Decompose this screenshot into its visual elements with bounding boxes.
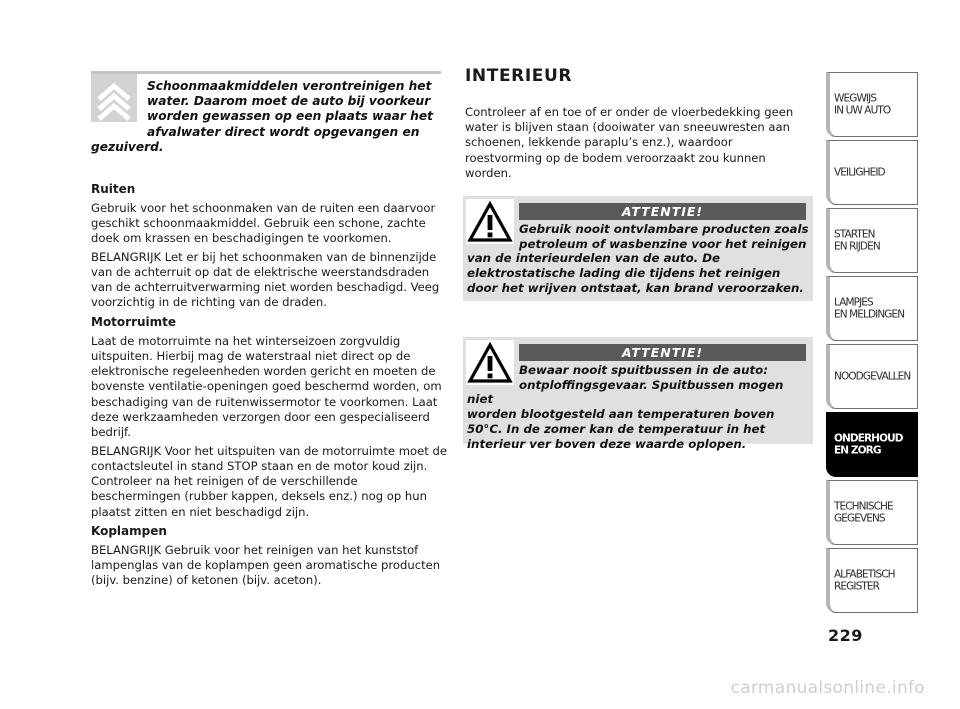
tab-veiligheid[interactable]: VEILIGHEID xyxy=(826,140,918,205)
page-number: 229 xyxy=(828,626,863,645)
paragraph-ruiten-important: BELANGRIJK Let er bij het schoonmaken van de binnenzijde van de achterruit op dat de elektrische weerstandsdraden van de achterruitverwarming niet worden beschadigd. Veeg voorzichtig in de richting van de draden. xyxy=(91,249,440,310)
heading-motorruimte: Motorruimte xyxy=(91,315,177,330)
tab-technische[interactable]: TECHNISCHE GEGEVENS xyxy=(826,480,918,545)
intro-paragraph: Controleer af en toe of er onder de vloerbedekking geen water is blijven staan (dooiwater van sneeuwresten aan schoenen, lekkende paraplu’s enz.), waardoor roestvorming op de bodem veroorzaakt zou kunnen worden. xyxy=(465,105,794,180)
warning-box-spray-cans xyxy=(463,337,813,451)
tab-lampjes[interactable]: LAMPJES EN MELDINGEN xyxy=(826,276,918,341)
warning-text: Gebruik nooit ontvlambare producten zoals petroleum of wasbenzine voor het reinigen van de interieurdelen van de auto. De elektrostatische lading die tijdens het reinigen door het wrijven ontstaat, kan brand veroorzaken. xyxy=(467,222,809,295)
environment-note: Schoonmaakmiddelen verontreinigen het water. Daarom moet de auto bij voorkeur worden gewassen op een plaats waar het afvalwater direct wordt opgevangen en gezuiverd. xyxy=(91,79,433,154)
tab-wegwijs[interactable]: WEGWIJS IN UW AUTO xyxy=(826,72,918,137)
paragraph-ruiten: Gebruik voor het schoonmaken van de ruiten een daarvoor geschikt schoonmaakmiddel. Gebruik een schone, zachte doek om krassen en beschadigingen te voorkomen. xyxy=(91,200,436,245)
heading-ruiten: Ruiten xyxy=(91,182,136,196)
warning-text: Bewaar nooit spuitbussen in de auto: ontploffingsgevaar. Spuitbussen mogen niet worden blootgesteld aan temperaturen boven 50°C. In de zomer kan de temperatuur in het interieur ver boven deze waarde oplopen. xyxy=(467,363,784,451)
tab-onderhoud[interactable]: ONDERHOUD EN ZORG xyxy=(826,412,918,477)
section-title: INTERIEUR xyxy=(465,66,573,86)
paragraph-motorruimte-important: BELANGRIJK Voor het uitspuiten van de motorruimte moet de contactsleutel in stand STOP staan en de motor koud zijn. Controleer na het reinigen of de verschillende beschermingen (rubber kappen, deksels enz.) nog op hun plaatst zitten en niet beschadigd zijn. xyxy=(91,443,447,519)
left-column xyxy=(91,181,447,592)
section-divider xyxy=(91,71,441,74)
attention-badge: ATTENTIE! xyxy=(519,203,806,220)
paragraph-motorruimte: Laat de motorruimte na het winterseizoen zorgvuldig uitspuiten. Hierbij mag de waterstraal niet direct op de elektronische regeleenheden worden gericht en moeten de bovenste ventilatie-openingen goed beschermd worden, om beschadiging van de ruitenwissermotor te voorkomen. Laat deze werkzaamheden verzorgen door een gespecialiseerd bedrijf. xyxy=(91,333,442,440)
paragraph-koplampen-important: BELANGRIJK Gebruik voor het reinigen van het kunststof lampenglas van de koplampen geen aromatische producten (bijv. benzine) of ketonen (bijv. aceton). xyxy=(91,543,441,588)
tab-noodgevallen[interactable]: NOODGEVALLEN xyxy=(826,344,918,409)
attention-badge: ATTENTIE! xyxy=(519,344,806,361)
tab-starten[interactable]: STARTEN EN RIJDEN xyxy=(826,208,918,273)
watermark: carmanualsonline.info xyxy=(730,678,925,698)
warning-box-flammable xyxy=(463,196,813,301)
heading-koplampen: Koplampen xyxy=(91,524,167,539)
tab-alfabetisch[interactable]: ALFABETISCH REGISTER xyxy=(826,548,918,613)
